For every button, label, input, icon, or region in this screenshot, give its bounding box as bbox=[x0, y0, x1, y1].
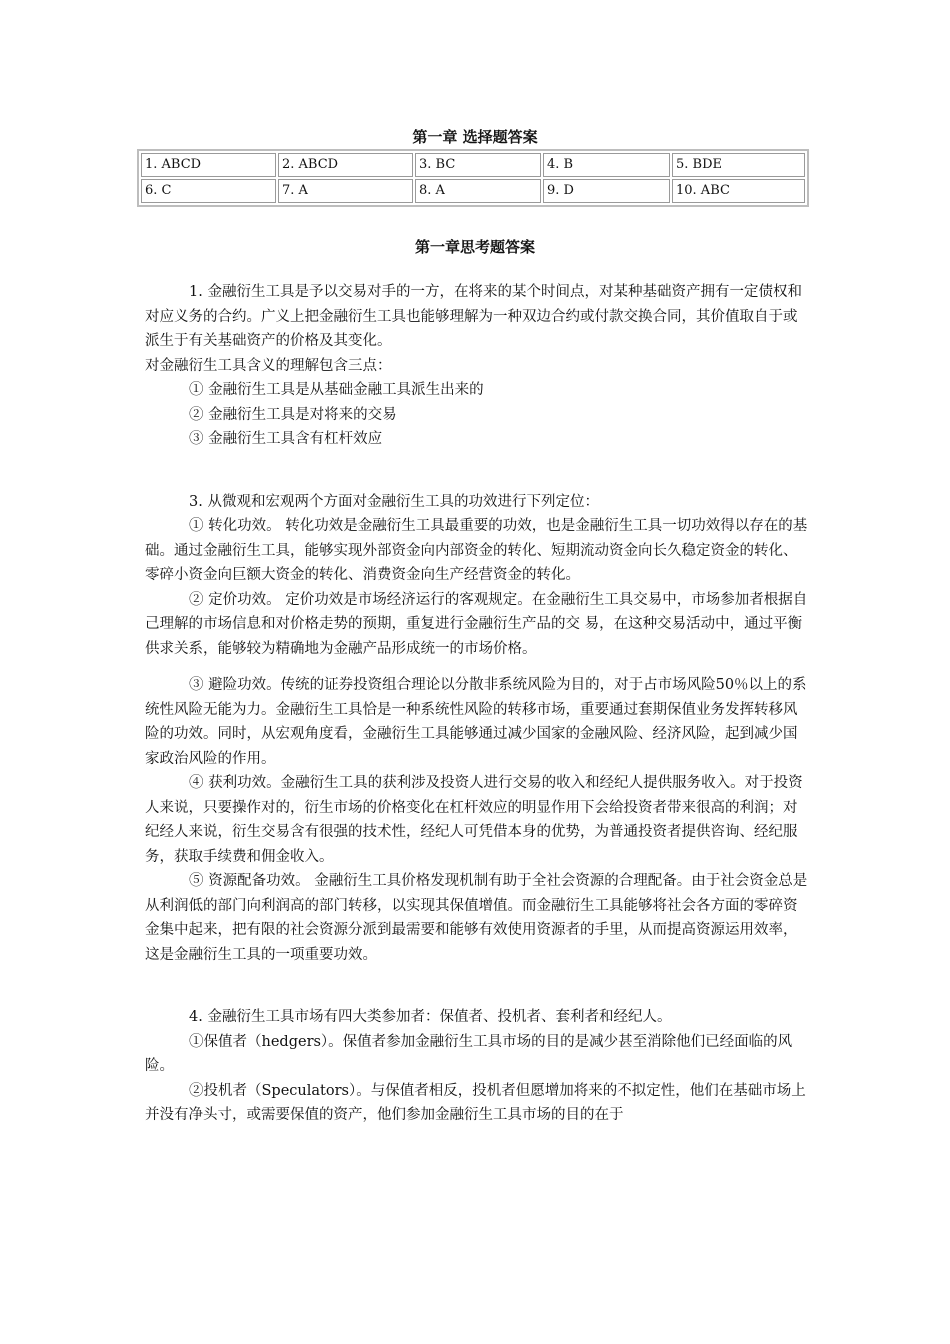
answer-cell: 7. A bbox=[278, 179, 413, 203]
list-item: ③ 金融衍生工具含有杠杆效应 bbox=[189, 431, 383, 447]
answer-cell: 3. BC bbox=[415, 153, 541, 177]
paragraph: ① 转化功效。 转化功效是金融衍生工具最重要的功效，也是金融衍生工具一切功效得以存在的基础。通过金融衍生工具，能够实现外部资金向内部资金的转化、短期流动资金向长久稳定资金的转化、零碎小资金向巨额大资金的转化、消费资金向生产经营资金的转化。 bbox=[145, 518, 808, 583]
section-title-thinking-answers: 第一章思考题答案 bbox=[414, 238, 535, 256]
answer-cell: 6. C bbox=[141, 179, 276, 203]
paragraph: ①保值者（hedgers）。保值者参加金融衍生工具市场的目的是减少甚至消除他们已经面临的风险。 bbox=[145, 1033, 793, 1074]
answer-cell: 5. BDE bbox=[672, 153, 805, 177]
paragraph: 4. 金融衍生工具市场有四大类参加者：保值者、投机者、套利者和经纪人。 bbox=[189, 1009, 672, 1025]
answer-table bbox=[137, 149, 809, 207]
answer-cell: 8. A bbox=[415, 179, 541, 203]
paragraph: ④ 获利功效。金融衍生工具的获利涉及投资人进行交易的收入和经纪人提供服务收入。对于投资人来说，只要操作对的，衍生市场的价格变化在杠杆效应的明显作用下会给投资者带来很高的利润；对纪经人来说，衍生交易含有很强的技术性，经纪人可凭借本身的优势，为普通投资者提供咨询、经纪服务，获取手续费和佣金收入。 bbox=[145, 775, 803, 865]
paragraph: ② 定价功效。 定价功效是市场经济运行的客观规定。在金融衍生工具交易中，市场参加者根据自己理解的市场信息和对价格走势的预期，重复进行金融衍生产品的交 易，在这种交易活动中，通过平衡供求关系，能够较为精确地为金融产品形成统一的市场价格。 bbox=[145, 591, 808, 657]
paragraph: 3. 从微观和宏观两个方面对金融衍生工具的功效进行下列定位： bbox=[189, 493, 599, 510]
paragraph: ③ 避险功效。传统的证券投资组合理论以分散非系统风险为目的，对于占市场风险50％以上的系统性风险无能为力。金融衍生工具恰是一种系统性风险的转移市场，重要通过套期保值业务发挥转移风险的功效。同时，从宏观角度看，金融衍生工具能够通过减少国家的金融风险、经济风险，起到减少国家政治风险的作用。 bbox=[145, 677, 807, 767]
answer-cell: 10. ABC bbox=[672, 179, 805, 203]
paragraph: ②投机者（Speculators）。与保值者相反，投机者但愿增加将来的不拟定性，他们在基础市场上并没有净头寸，或需要保值的资产，他们参加金融衍生工具市场的目的在于 bbox=[145, 1082, 806, 1123]
table-row bbox=[141, 153, 805, 177]
list-item: ① 金融衍生工具是从基础金融工具派生出来的 bbox=[189, 382, 484, 398]
section-title-choice-answers: 第一章 选择题答案 bbox=[412, 128, 538, 146]
answer-body bbox=[145, 280, 810, 1128]
answer-cell: 9. D bbox=[543, 179, 670, 203]
paragraph: 1. 金融衍生工具是予以交易对手的一方，在将来的某个时间点，对某种基础资产拥有一定债权和对应义务的合约。广义上把金融衍生工具也能够理解为一种双边合约或付款交换合同，其价值取自于或派生于有关基础资产的价格及其变化。 bbox=[145, 284, 802, 349]
table-row bbox=[141, 179, 805, 203]
paragraph: ⑤ 资源配备功效。 金融衍生工具价格发现机制有助于全社会资源的合理配备。由于社会资金总是从利润低的部门向利润高的部门转移，以实现其保值增值。而金融衍生工具能够将社会各方面的零碎资金集中起来，把有限的社会资源分派到最需要和能够有效使用资源者的手里，从而提高资源运用效率，这是金融衍生工具的一项重要功效。 bbox=[145, 873, 808, 963]
list-item: ② 金融衍生工具是对将来的交易 bbox=[189, 406, 397, 423]
answer-cell: 2. ABCD bbox=[278, 153, 413, 177]
paragraph: 对金融衍生工具含义的理解包含三点： bbox=[145, 357, 392, 374]
answer-cell: 1. ABCD bbox=[141, 153, 276, 177]
answer-cell: 4. B bbox=[543, 153, 670, 177]
